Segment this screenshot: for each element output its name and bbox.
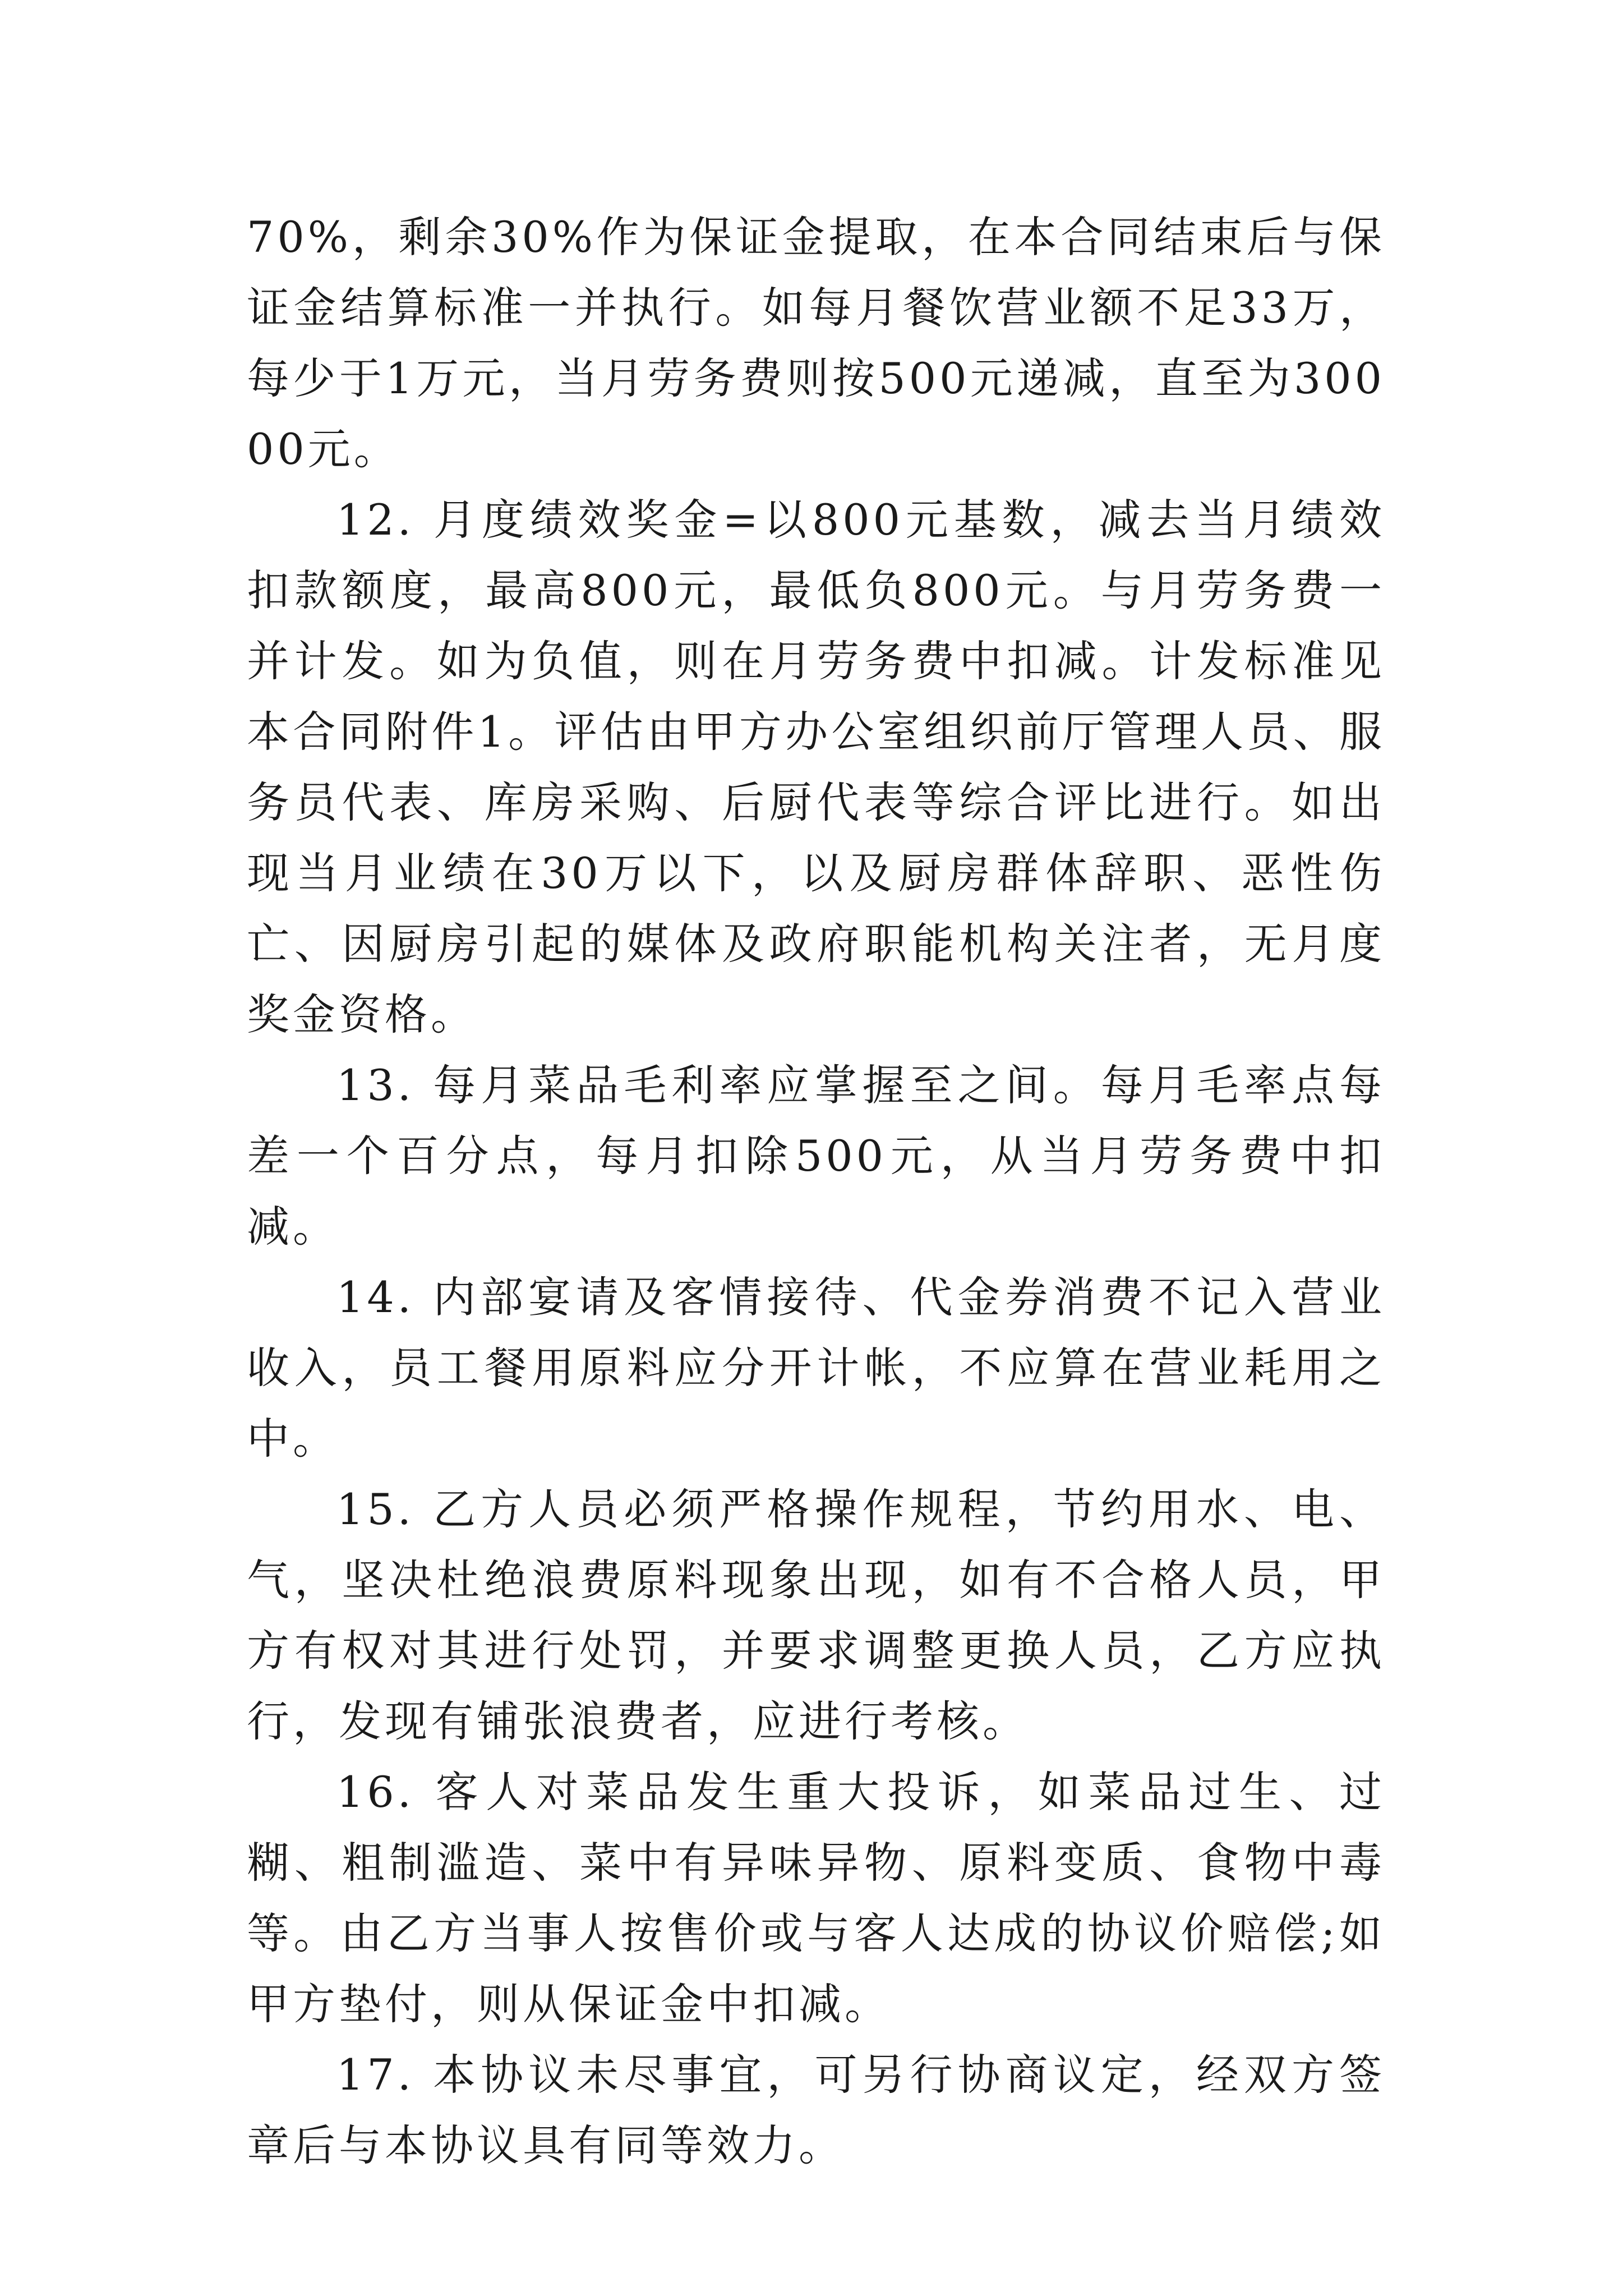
paragraph-clause-16: 16. 客人对菜品发生重大投诉，如菜品过生、过糊、粗制滥造、菜中有异味异物、原料变质、食物中毒等。由乙方当事人按售价或与客人达成的协议价赔偿;如甲方垫付，则从保证金中扣减。 (247, 1767, 1385, 2029)
paragraph-clause-12: 12. 月度绩效奖金=以800元基数，减去当月绩效扣款额度，最高800元，最低负800元。与月劳务费一并计发。如为负值，则在月劳务费中扣减。计发标准见本合同附件1。评估由甲方办公室组织前厅管理人员、服务员代表、库房采购、后厨代表等综合评比进行。如出现当月业绩在30万以下，以及厨房群体辞职、恶性伤亡、因厨房引起的媒体及政府职能机构关注者，无月度奖金资格。 (247, 495, 1385, 1039)
paragraph-clause-17: 17. 本协议未尽事宜，可另行协商议定，经双方签章后与本协议具有同等效力。 (247, 2050, 1385, 2170)
paragraph-clause-13: 13. 每月菜品毛利率应掌握至之间。每月毛率点每差一个百分点，每月扣除500元，从当月劳务费中扣减。 (247, 1060, 1385, 1251)
paragraph-continuation: 70%，剩余30%作为保证金提取，在本合同结束后与保证金结算标准一并执行。如每月餐饮营业额不足33万，每少于1万元，当月劳务费则按500元递减，直至为30000元。 (247, 212, 1385, 474)
paragraph-clause-14: 14. 内部宴请及客情接待、代金券消费不记入营业收入，员工餐用原料应分开计帐，不应算在营业耗用之中。 (247, 1272, 1385, 1464)
document-body (247, 202, 1385, 2181)
paragraph-clause-15: 15. 乙方人员必须严格操作规程，节约用水、电、气，坚决杜绝浪费原料现象出现，如有不合格人员，甲方有权对其进行处罚，并要求调整更换人员，乙方应执行，发现有铺张浪费者，应进行考核。 (247, 1484, 1385, 1746)
